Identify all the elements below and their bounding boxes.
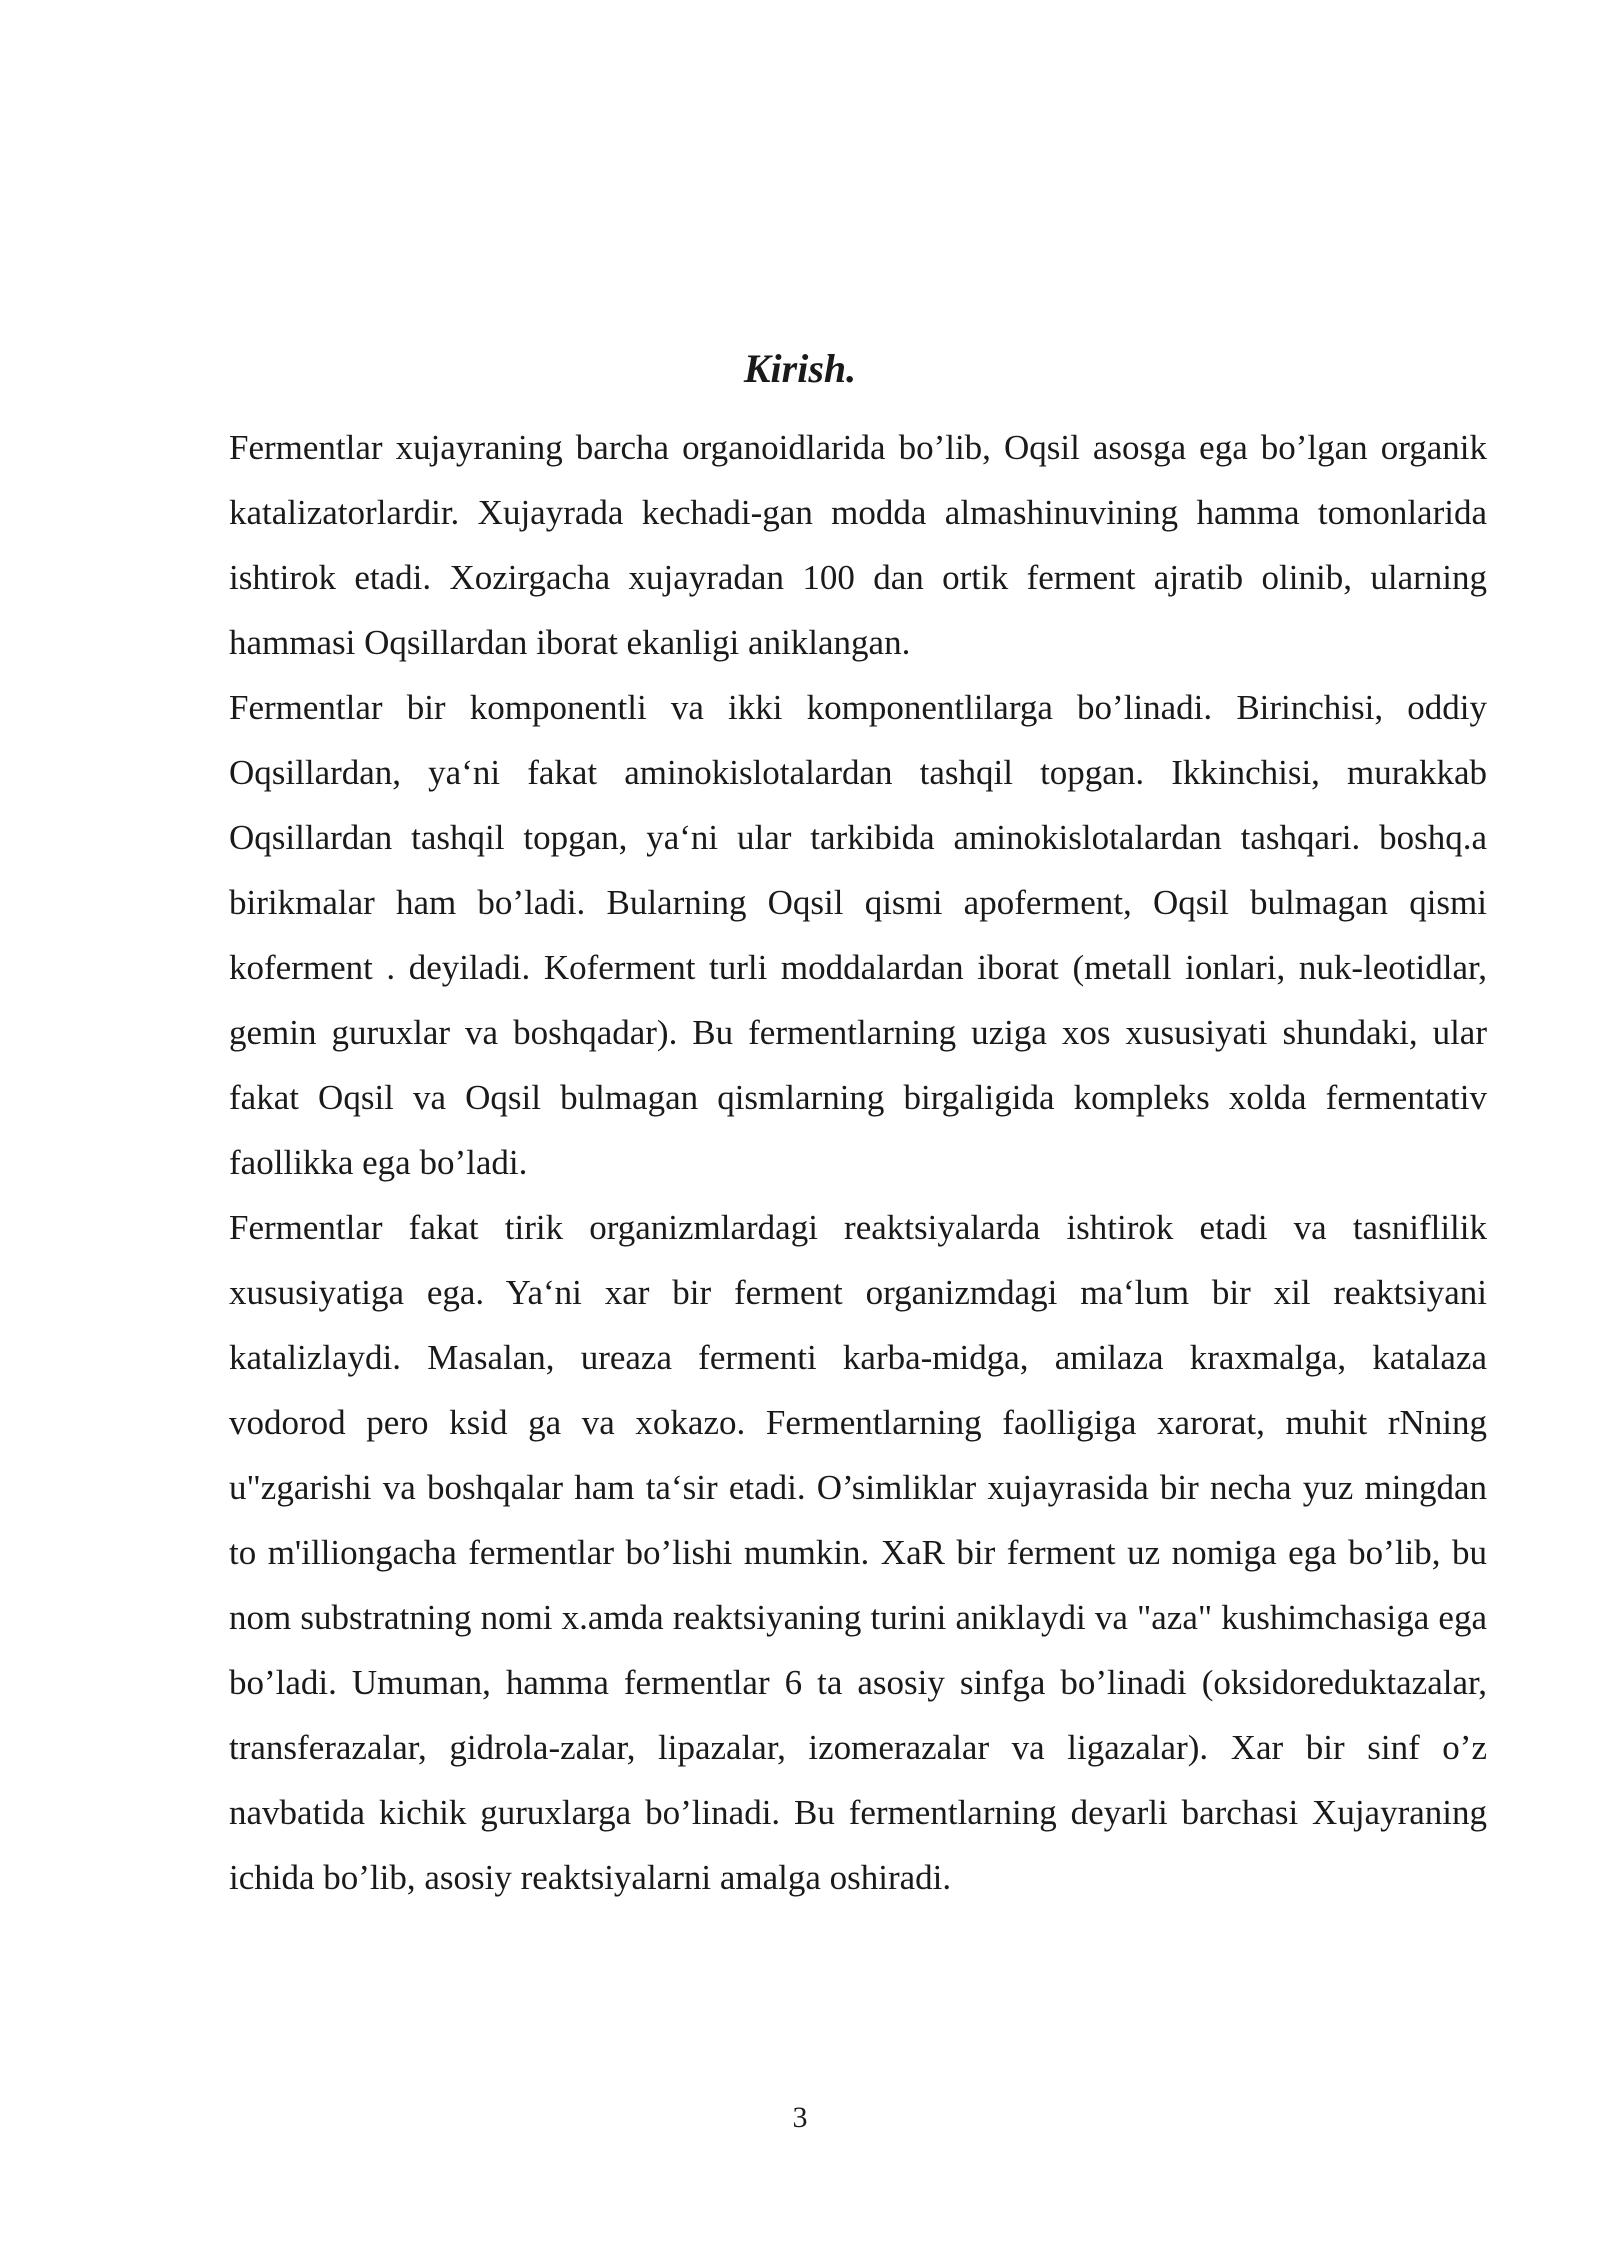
paragraph-3: Fermentlar fakat tirik organizmlardagi reaktsiyalarda ishtirok etadi va tasniflilik xususiyatiga ega. Ya‘ni xar bir ferment organizmdagi ma‘lum bir xil reaktsiyani katalizlaydi. Masalan, ureaza fermenti karba-midga, amilaza kraxmalga, katalaza vodorod pero ksid ga va xokazo. Fermentlarning faolligiga xarorat, muhit rNning u"zgarishi va boshqalar ham ta‘sir etadi. O’simliklar xujayrasida bir necha yuz mingdan to m'illiongacha fermentlar bo’lishi mumkin. XaR bir ferment uz nomiga ega bo’lib, bu nom substratning nomi x.amda reaktsiyaning turini aniklaydi va "aza" kushimchasiga ega bo’ladi. Umuman, hamma fermentlar 6 ta asosiy sinfga bo’linadi (oksidoreduktazalar, transferazalar, gidrola-zalar, lipazalar, izomerazalar va ligazalar). Xar bir sinf o’z navbatida kichik guruxlarga bo’linadi. Bu fermentlarning deyarli barchasi Xujayraning ichida bo’lib, asosiy reaktsiyalarni amalga oshiradi.: [229, 1208, 1487, 1897]
page-number: 3: [792, 2101, 808, 2134]
paragraph-1: Fermentlar xujayraning barcha organoidlarida bo’lib, Oqsil asosga ega bo’lgan organik katalizatorlardir. Xujayrada kechadi-gan modda almashinuvining hamma tomonlarida ishtirok etadi. Xozirgacha xujayradan 100 dan ortik ferment ajratib olinib, ularning hammasi Oqsillardan iborat ekanligi aniklangan.: [229, 428, 1487, 662]
page-title: Kirish.: [743, 346, 857, 391]
paragraph-2: Fermentlar bir komponentli va ikki komponentlilarga bo’linadi. Birinchisi, oddiy Oqsillardan, ya‘ni fakat aminokislotalardan tashqil topgan. Ikkinchisi, murakkab Oqsillardan tashqil topgan, ya‘ni ular tarkibida aminokislotalardan tashqari. boshq.a birikmalar ham bo’ladi. Bularning Oqsil qismi apoferment, Oqsil bulmagan qismi koferment . deyiladi. Koferment turli moddalardan iborat (metall ionlari, nuk-leotidlar, gemin guruxlar va boshqadar). Bu fermentlarning uziga xos xususiyati shundaki, ular fakat Oqsil va Oqsil bulmagan qismlarning birgaligida kompleks xolda fermentativ faollikka ega bo’ladi.: [229, 688, 1487, 1182]
body-text: [229, 415, 1487, 1910]
